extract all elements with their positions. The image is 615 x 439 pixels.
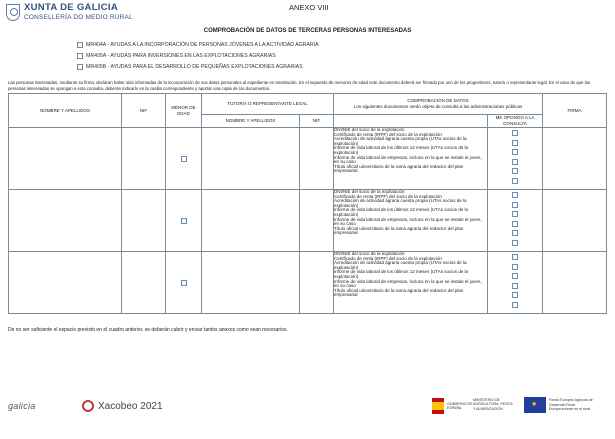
optout-checkbox[interactable]: [512, 159, 518, 165]
procedure-list: [77, 39, 319, 72]
header-nif: NIF: [122, 94, 166, 128]
xunta-crest-icon: [6, 4, 20, 21]
nif-cell[interactable]: [122, 128, 166, 190]
document-item: Acreditación de actividad agraria cuenta propia (UTAs socios de la explotación): [334, 260, 467, 270]
header-signature: FIRMA: [543, 94, 607, 128]
document-item: Acreditación de actividad agraria cuenta propia (UTAs socios de la explotación): [334, 198, 467, 208]
nif-cell[interactable]: [122, 190, 166, 252]
document-item: Informe de vida laboral de empresas, incluso en la que se instale el joven, en su caso: [334, 278, 482, 289]
optout-checkbox[interactable]: [512, 292, 518, 298]
document-item: DNI/NIE del socio de la explotación: [334, 251, 405, 256]
data-check-title: COMPROBACIÓN DE DATOS: [407, 98, 469, 103]
guardian-nif-cell[interactable]: [300, 128, 334, 190]
procedure-label: MR405B - AYUDAS PARA EL DESARROLLO DE PEQUEÑAS EXPLOTACIONES AGRARIAS: [86, 63, 303, 70]
galicia-logo: galicia: [8, 401, 36, 411]
header-optout: ME OPONGO A LA CONSULTA: [488, 115, 543, 128]
guardian-name-cell[interactable]: [202, 252, 300, 314]
document-item: Título oficial universitario de la rama agraria del redactor del plan empresarial: [334, 225, 464, 236]
eu-motto-label: Europa invierte en el rural: [549, 407, 591, 412]
document-item: Certificado de renta (IRPF) del socio de la explotación: [334, 255, 442, 261]
optout-checkbox[interactable]: [512, 283, 518, 289]
documents-cell: [334, 190, 488, 252]
procedure-item[interactable]: [77, 39, 319, 50]
guardian-nif-cell[interactable]: [300, 252, 334, 314]
minor-cell: [166, 190, 202, 252]
document-item: Informe de vida laboral de empresas, incluso en la que se instale el joven, en su caso: [334, 216, 482, 227]
guardian-name-cell[interactable]: [202, 190, 300, 252]
optout-checkbox[interactable]: [512, 211, 518, 217]
name-cell[interactable]: [9, 190, 122, 252]
optout-checkbox[interactable]: [512, 168, 518, 174]
eu-fund-label: Fondo Europeo Agrícola de Desarrollo Rural: [549, 398, 593, 407]
xacobeo-label: Xacobeo 2021: [98, 400, 163, 412]
department-name: CONSELLERÍA DO MEDIO RURAL: [24, 14, 133, 21]
table-row: [9, 190, 607, 252]
procedure-checkbox[interactable]: [77, 64, 83, 70]
document-item: Certificado de renta (IRPF) del socio de la explotación: [334, 193, 442, 199]
documents-cell: [334, 128, 488, 190]
procedure-label: MR405A - AYUDAS PARA INVERSIONES EN LAS EXPLOTACIONES AGRARIAS: [86, 52, 276, 59]
document-item: Informe de vida laboral de los últimos 12 meses (UTAs socios de la explotación): [334, 145, 468, 155]
minor-cell: [166, 252, 202, 314]
table-row: [9, 128, 607, 190]
optout-checkbox[interactable]: [512, 140, 518, 146]
org-name: XUNTA DE GALICIA: [24, 2, 118, 13]
signature-cell[interactable]: [543, 252, 607, 314]
optout-checkbox[interactable]: [512, 130, 518, 136]
header-guardian-name: NOMBRE Y APELLIDOS: [202, 115, 300, 128]
annex-label: ANEXO VIII: [289, 3, 329, 12]
header-documents: [334, 115, 488, 128]
document-item: Informe de vida laboral de empresas, incluso en la que se instale el joven, en su caso: [334, 154, 482, 165]
optout-checkbox[interactable]: [512, 254, 518, 260]
intro-paragraph: Las personas interesadas, mediante su firma, declaran haber sido informadas de la incorporación de sus datos personales al expediente en tramitación. En el supuesto de menores de edad este documento deberá ser firmado por uno de los progenitores, tutor/a o representante legal. En el caso de que las personas interesadas se opongan a esta consulta, deberán indicarlo en la casilla correspondiente y aportar una copia de los documentos.: [8, 80, 591, 91]
optout-checkbox[interactable]: [512, 192, 518, 198]
eu-logo: [524, 397, 607, 413]
eu-flag-icon: [524, 397, 546, 413]
procedure-checkbox[interactable]: [77, 42, 83, 48]
document-item: Título oficial universitario de la rama agraria del redactor del plan empresarial: [334, 163, 464, 174]
header-data-check: [334, 94, 543, 115]
name-cell[interactable]: [9, 128, 122, 190]
minor-checkbox[interactable]: [181, 156, 187, 162]
footnote: De no ser suficiente el espacio previsto en el cuadro anterior, se deberán cubrir y enviar tantos anexos como sean necesarios.: [8, 327, 288, 333]
procedure-item[interactable]: [77, 61, 319, 72]
documents-cell: [334, 252, 488, 314]
name-cell[interactable]: [9, 252, 122, 314]
footer-logos: [0, 395, 615, 425]
guardian-nif-cell[interactable]: [300, 190, 334, 252]
optout-checkbox[interactable]: [512, 264, 518, 270]
optout-checkbox[interactable]: [512, 230, 518, 236]
nif-cell[interactable]: [122, 252, 166, 314]
header-minor: MENOR DE EDAD: [166, 94, 202, 128]
optout-checkbox[interactable]: [512, 302, 518, 308]
procedure-checkbox[interactable]: [77, 53, 83, 59]
data-check-subtitle: Los siguientes documentos serán objeto de consulta a las administraciones públicas: [353, 104, 523, 109]
header-guardian: TUTOR/A O REPRESENTANTE LEGAL: [202, 94, 334, 115]
document-header: [6, 3, 609, 31]
optout-checkbox[interactable]: [512, 273, 518, 279]
document-title: COMPROBACIÓN DE DATOS DE TERCERAS PERSONAS INTERESADAS: [203, 28, 412, 34]
third-party-table: [8, 93, 607, 314]
procedure-item[interactable]: [77, 50, 319, 61]
table-row: [9, 252, 607, 314]
document-item: Certificado de renta (IRPF) del socio de la explotación: [334, 131, 442, 137]
signature-cell[interactable]: [543, 128, 607, 190]
spain-flag-icon: [432, 398, 444, 414]
gov-label: GOBIERNO DE ESPAÑA: [447, 401, 473, 410]
document-item: DNI/NIE del socio de la explotación: [334, 189, 405, 194]
document-item: Informe de vida laboral de los últimos 12 meses (UTAs socios de la explotación): [334, 269, 468, 279]
header-name: NOMBRE Y APELLIDOS: [9, 94, 122, 128]
optout-checkbox[interactable]: [512, 221, 518, 227]
optout-checkbox[interactable]: [512, 202, 518, 208]
optout-cell: [488, 190, 543, 252]
optout-checkbox[interactable]: [512, 178, 518, 184]
optout-checkbox[interactable]: [512, 149, 518, 155]
minor-checkbox[interactable]: [181, 280, 187, 286]
optout-cell: [488, 252, 543, 314]
ministry-label: MINISTERIO DE AGRICULTURA, PESCA Y ALIMENTACIÓN: [473, 398, 513, 411]
document-item: Título oficial universitario de la rama agraria del redactor del plan empresarial: [334, 287, 464, 298]
xacobeo-logo: [82, 400, 163, 412]
document-item: Acreditación de actividad agraria cuenta propia (UTAs socios de la explotación): [334, 136, 467, 146]
procedure-label: MR404A - AYUDAS A LA INCORPORACIÓN DE PERSONAS JÓVENES A LA ACTIVIDAD AGRARIA: [86, 41, 319, 48]
optout-checkbox[interactable]: [512, 240, 518, 246]
xunta-logo: [6, 3, 133, 22]
document-item: Informe de vida laboral de los últimos 12 meses (UTAs socios de la explotación): [334, 207, 468, 217]
xacobeo-icon: [82, 400, 94, 412]
minor-checkbox[interactable]: [181, 218, 187, 224]
document-item: DNI/NIE del socio de la explotación: [334, 127, 405, 132]
minor-cell: [166, 128, 202, 190]
optout-cell: [488, 128, 543, 190]
header-guardian-nif: NIF: [300, 115, 334, 128]
guardian-name-cell[interactable]: [202, 128, 300, 190]
signature-cell[interactable]: [543, 190, 607, 252]
